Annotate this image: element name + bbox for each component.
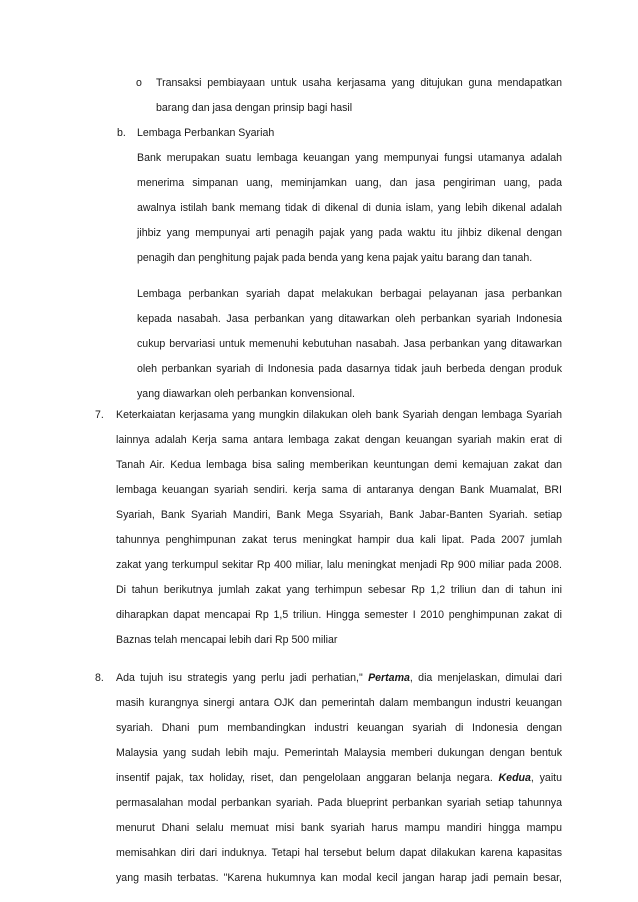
text-line: Keterkaiatan kerjasama yang mungkin dilakukan oleh bank Syariah dengan lembaga Syariah — [116, 409, 562, 421]
text-run: insentif pajak, tax holiday, riset, dan pengelolaan anggaran belanja negara. — [116, 772, 499, 784]
text-line: masih kurangnya sinergi antara OJK dan pemerintah dalam membangun industri keuangan — [116, 697, 562, 709]
text-line: Syariah, Bank Syariah Mandiri, Bank Mega Ssyariah, Bank Jabar-Banten Syariah. setiap — [116, 509, 562, 521]
emphasis-pertama: Pertama — [368, 672, 410, 684]
list-marker-8: 8. — [95, 672, 104, 684]
text-line: Transaksi pembiayaan untuk usaha kerjasama yang ditujukan guna mendapatkan — [156, 77, 562, 89]
text-line: lainnya adalah Kerja sama antara lembaga zakat dengan keuangan syariah makin erat di — [116, 434, 562, 446]
text-run: , yaitu — [530, 772, 563, 784]
text-line: tahunnya penghimpunan zakat terus meningkat hampir dua kali lipat. Pada 2007 jumlah — [116, 534, 562, 546]
bullet-marker: o — [136, 77, 142, 89]
list-marker-7: 7. — [95, 409, 104, 421]
text-line: cukup bervariasi untuk memenuhi kebutuhan nasabah. Jasa perbankan yang ditawarkan — [137, 338, 562, 350]
text-line: Lembaga perbankan syariah dapat melakukan berbagai pelayanan jasa perbankan — [137, 288, 562, 300]
text-line: Tanah Air. Kedua lembaga bisa saling memberikan keuntungan demi kemajuan zakat dan — [116, 459, 562, 471]
text-line — [116, 771, 562, 785]
text-line: awalnya istilah bank memang tidak di dikenal di dunia islam, yang lebih dikenal adalah — [137, 202, 562, 214]
emphasis-kedua: Kedua — [498, 772, 531, 784]
text-line: Baznas telah mencapai lebih dari Rp 500 miliar — [116, 634, 338, 646]
text-line: kepada nasabah. Jasa perbankan yang ditawarkan oleh perbankan syariah Indonesia — [137, 313, 562, 325]
text-line: syariah. Dhani pum membandingkan industri keuangan syariah di Indonesia dengan — [116, 722, 562, 734]
text-line — [116, 671, 562, 685]
text-line: memisahkan diri dari induknya. Tetapi hal tersebut belum dapat dilakukan karena kapasitas — [116, 847, 562, 859]
text-run: , dia menjelaskan, dimulai dari — [409, 672, 562, 684]
text-line: yang diawarkan oleh perbankan konvensional. — [137, 388, 355, 400]
text-line: diharapkan dapat mencapai Rp 1,5 triliun. Hingga semester I 2010 penghimpunan zakat di — [116, 609, 562, 621]
text-line: permasalahan modal perbankan syariah. Pada blueprint perbankan syariah setiap tahunnya — [116, 797, 562, 809]
text-line: zakat yang terkumpul sekitar Rp 400 miliar, lalu meningkat menjadi Rp 900 miliar pada 2008. — [116, 559, 562, 571]
text-line: barang dan jasa dengan prinsip bagi hasil — [156, 102, 353, 114]
text-line: penagih dan penghitung pajak pada benda yang kena pajak yaitu barang dan tanah. — [137, 252, 533, 264]
text-line: menurut Dhani selalu memuat misi bank syariah harus mampu mandiri hingga mampu — [116, 822, 562, 834]
section-heading: Lembaga Perbankan Syariah — [137, 127, 275, 139]
text-line: yang masih terbatas. "Karena hukumnya kan modal kecil jangan harap jadi pemain besar, — [116, 872, 562, 884]
text-line: Di tahun berikutnya jumlah zakat yang terhimpun sebesar Rp 1,2 triliun dan di tahun ini — [116, 584, 562, 596]
text-line: jihbiz yang mempunyai arti penagih pajak yang pada waktu itu jihbiz dikenal dengan — [137, 227, 562, 239]
text-line: Bank merupakan suatu lembaga keuangan yang mempunyai fungsi utamanya adalah — [137, 152, 562, 164]
list-marker-b: b. — [117, 127, 126, 139]
text-line: lembaga keuangan syariah sendiri. kerja sama di antaranya dengan Bank Muamalat, BRI — [116, 484, 562, 496]
text-line: oleh perbankan syariah di Indonesia pada dasarnya tidak jauh berbeda dengan produk — [137, 363, 562, 375]
text-run: Ada tujuh isu strategis yang perlu jadi perhatian," — [116, 672, 369, 684]
text-line: menerima simpanan uang, meminjamkan uang, dan jasa pengiriman uang, pada — [137, 177, 562, 189]
text-line: Malaysia yang sudah lebih maju. Pemerintah Malaysia memberi dukungan dengan bentuk — [116, 747, 562, 759]
